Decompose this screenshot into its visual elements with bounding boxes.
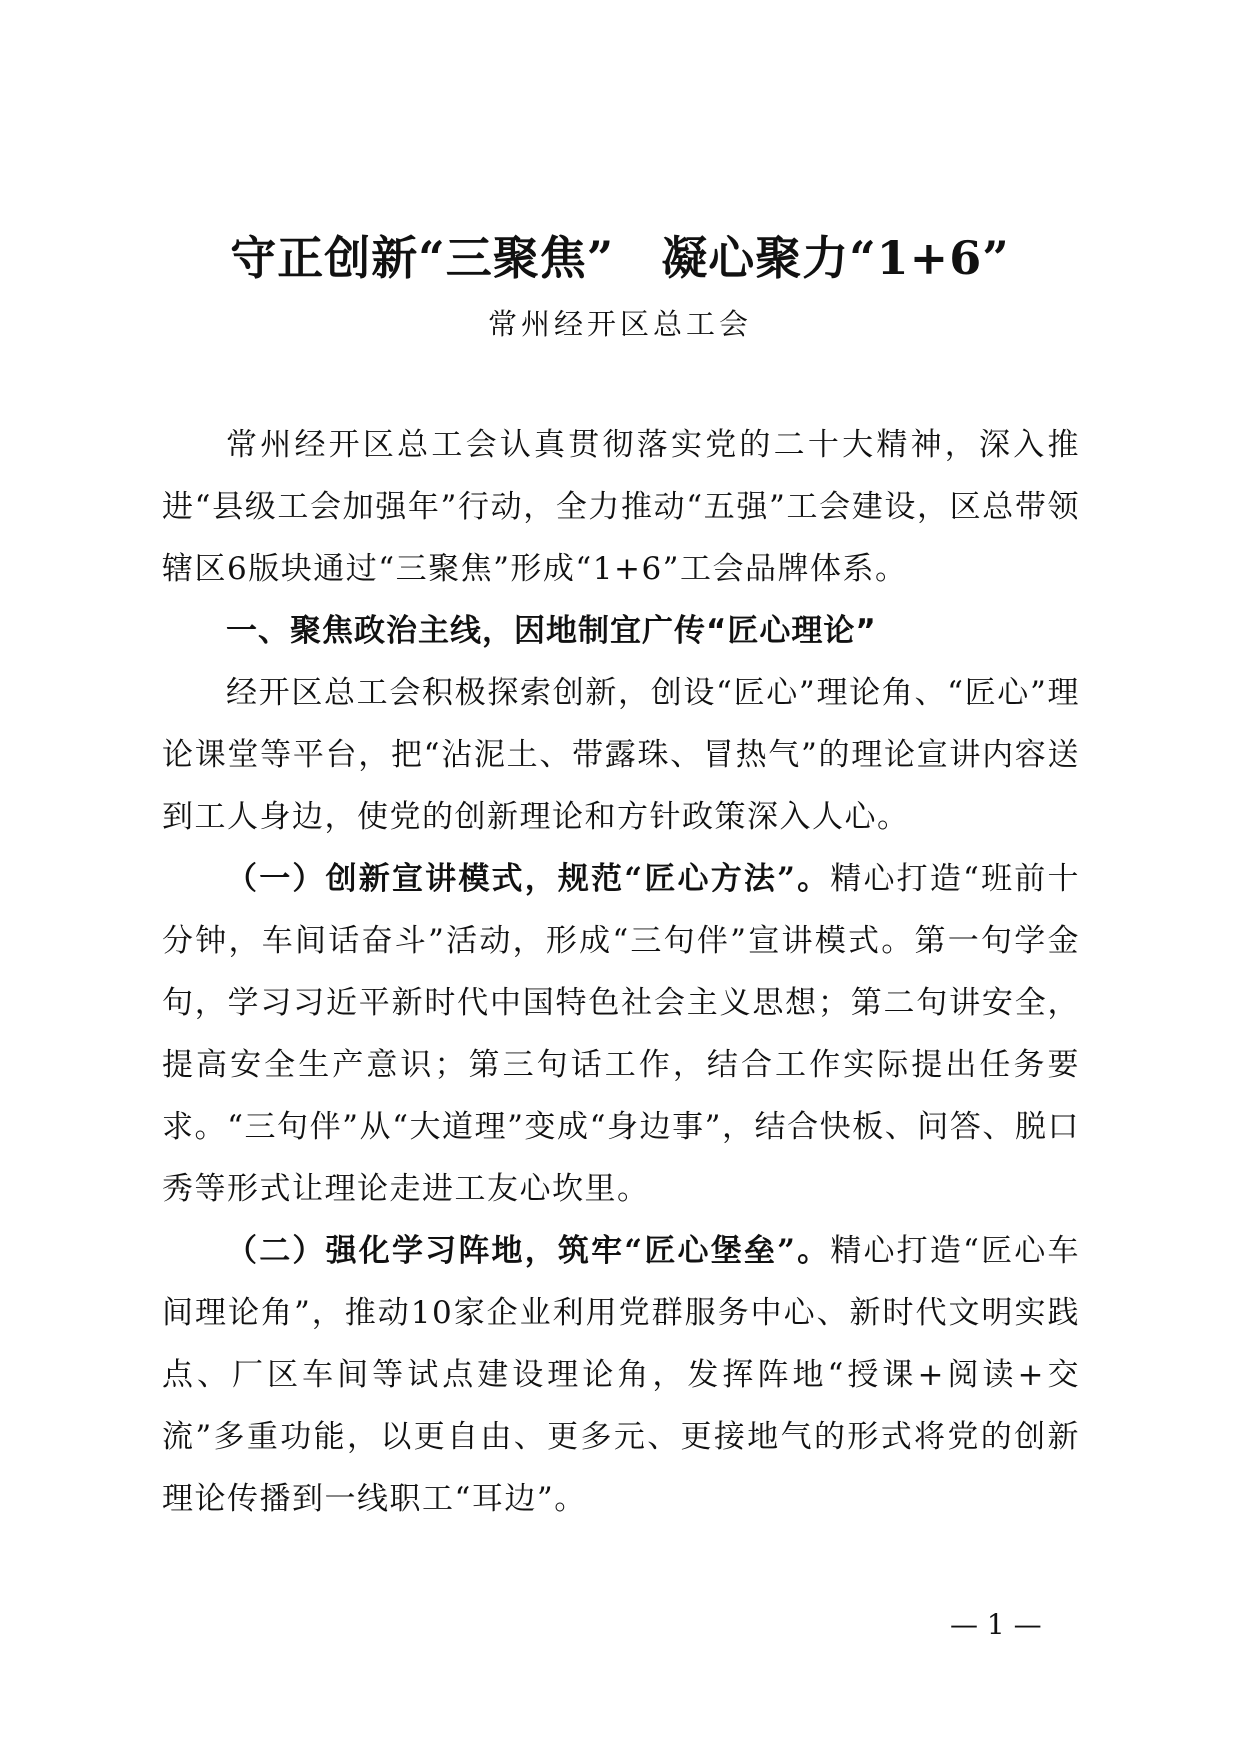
section-heading: 一、聚焦政治主线，因地制宜广传“匠心理论” bbox=[226, 613, 877, 649]
intro-paragraph: 常州经开区总工会认真贯彻落实党的二十大精神，深入推进“县级工会加强年”行动，全力推动“五强”工会建设，区总带领辖区6版块通过“三聚焦”形成“1+6”工会品牌体系。 bbox=[162, 427, 1080, 587]
item-text-1: 精心打造“班前十分钟，车间话奋斗”活动，形成“三句伴”宣讲模式。第一句学金句，学习习近平新时代中国特色社会主义思想；第二句讲安全，提高安全生产意识；第三句话工作，结合工作实际提出任务要求。“三句伴”从“大道理”变成“身边事”，结合快板、问答、脱口秀等形式让理论走进工友心坎里。 bbox=[162, 861, 1080, 1207]
item-text-2: 精心打造“匠心车间理论角”，推动10家企业利用党群服务中心、新时代文明实践点、厂区车间等试点建设理论角，发挥阵地“授课+阅读+交流”多重功能，以更自由、更多元、更接地气的形式将党的创新理论传播到一线职工“耳边”。 bbox=[162, 1233, 1080, 1517]
section-paragraph: 经开区总工会积极探索创新，创设“匠心”理论角、“匠心”理论课堂等平台，把“沾泥土、带露珠、冒热气”的理论宣讲内容送到工人身边，使党的创新理论和方针政策深入人心。 bbox=[162, 675, 1080, 835]
document-author: 常州经开区总工会 bbox=[487, 307, 752, 341]
item-heading-1: （一）创新宣讲模式，规范“匠心方法”。 bbox=[226, 861, 831, 897]
page-number: — 1 — bbox=[950, 1608, 1042, 1641]
item-paragraph-2 bbox=[162, 1220, 1080, 1530]
document-title: 守正创新“三聚焦” 凝心聚力“1+6” bbox=[230, 231, 1010, 285]
document-body bbox=[162, 414, 1080, 1530]
item-heading-2: （二）强化学习阵地，筑牢“匠心堡垒”。 bbox=[226, 1233, 831, 1269]
item-paragraph-1 bbox=[162, 848, 1080, 1220]
